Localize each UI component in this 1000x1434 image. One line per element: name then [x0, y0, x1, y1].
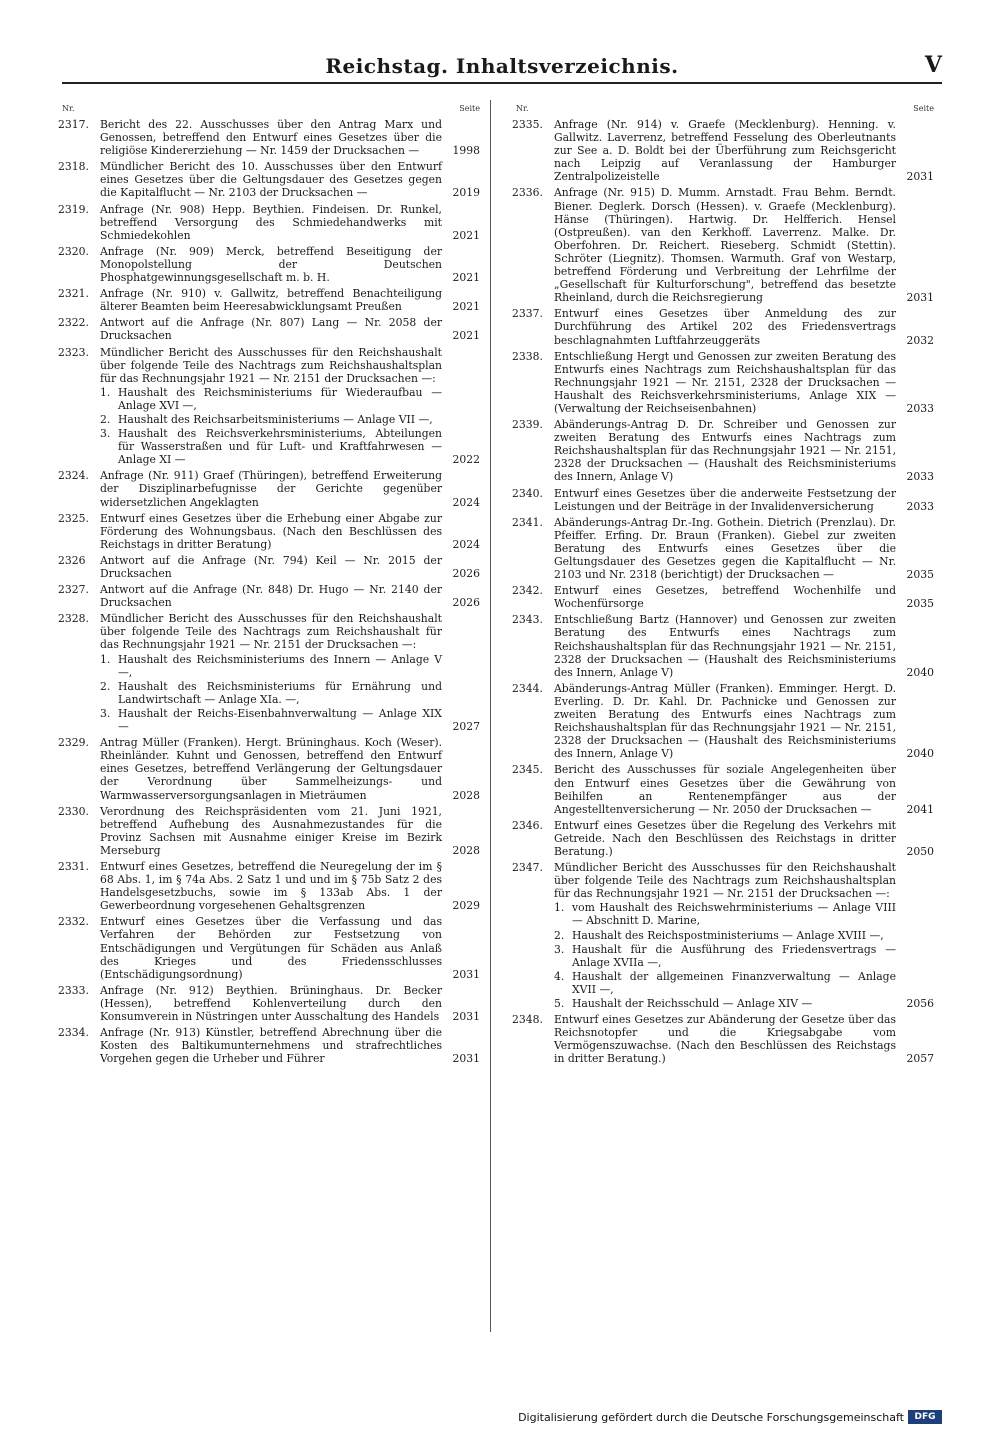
- toc-entry: [58, 554, 480, 580]
- toc-subentry: [58, 680, 480, 706]
- entry-page: 2033: [906, 499, 934, 513]
- entry-text: Mündlicher Bericht des Ausschusses für den Reichshaushalt über folgende Teile des Nachtrags zum Reichshaushaltsplan für das Rechnungsjahr 1921 — Nr. 2151 der Drucksachen —:: [554, 861, 896, 901]
- left-column: [58, 104, 480, 1068]
- toc-subentry: [512, 997, 934, 1010]
- toc-entry: [58, 583, 480, 609]
- entry-number: 2317.: [58, 118, 89, 131]
- entry-page: 2021: [452, 228, 480, 242]
- entry-text: Antrag Müller (Franken). Hergt. Brüninghaus. Koch (Weser). Rheinländer. Kuhnt und Genossen, betreffend den Entwurf eines Gesetzes, betreffend Verlängerung der Geltungsdauer der Verordnung über Sammelheizungs- und Warmwasserversorgungsanlagen in Mieträumen: [100, 736, 442, 802]
- toc-subentry: [512, 901, 934, 927]
- column-header: [58, 104, 480, 118]
- subentry-number: 4.: [554, 969, 565, 983]
- entry-text: Entwurf eines Gesetzes, betreffend die Neuregelung der im § 68 Abs. 1, im § 74a Abs. 2 Satz 1 und und im § 75b Satz 2 des Handelsgesetzbuchs, sowie im § 133ab Abs. 1 der Gewerbeordnung vorgesehenen Gehaltsgrenzen: [100, 859, 442, 913]
- entry-page: 2021: [452, 300, 480, 314]
- toc-entry: [512, 186, 934, 304]
- entry-page: 2033: [906, 470, 934, 484]
- toc-subentry: [58, 707, 480, 733]
- toc-entry: [512, 418, 934, 483]
- entry-number: 2336.: [512, 186, 543, 200]
- subentry-number: 5.: [554, 997, 565, 1010]
- subentry-text: Haushalt des Reichsministeriums des Innern — Anlage V —,: [118, 652, 442, 679]
- entry-page: 2032: [906, 333, 934, 347]
- subentry-text: Haushalt der Reichs-Eisenbahnverwaltung — Anlage XIX —: [118, 706, 442, 734]
- entry-number: 2325.: [58, 511, 89, 525]
- toc-subentry: [58, 427, 480, 466]
- subentry-number: 3.: [100, 427, 111, 441]
- entry-text: Abänderungs-Antrag D. Dr. Schreiber und Genossen zur zweiten Beratung des Entwurfs eines Nachtrags zum Reichshaushaltsplan für das Rechnungsjahr 1921 — Nr. 2151, 2328 der Drucksachen — (Haushalt des Reichsministeriums des Innern, Anlage V): [554, 418, 896, 484]
- toc-entry: [58, 736, 480, 801]
- toc-entry: [58, 469, 480, 508]
- subentry-number: 3.: [554, 942, 565, 956]
- entry-number: 2333.: [58, 983, 89, 997]
- subentry-page: 2027: [452, 720, 480, 734]
- entry-page: 2031: [452, 1010, 480, 1023]
- entry-number: 2335.: [512, 118, 543, 131]
- toc-subentry: [58, 386, 480, 412]
- entry-text: Antwort auf die Anfrage (Nr. 807) Lang — Nr. 2058 der Drucksachen: [100, 316, 442, 343]
- entry-number: 2337.: [512, 307, 543, 321]
- entry-number: 2348.: [512, 1013, 543, 1027]
- entry-number: 2340.: [512, 486, 543, 500]
- toc-entry: [512, 516, 934, 581]
- subentry-number: 2.: [554, 928, 565, 942]
- column-header: [512, 104, 934, 118]
- dfg-logo-icon: DFG: [908, 1410, 942, 1424]
- toc-entry: [58, 860, 480, 912]
- subentry-text: Haushalt des Reichsverkehrsministeriums, Abteilungen für Wasserstraßen und für Luft- und Kraftfahrwesen — Anlage XI —: [118, 427, 442, 467]
- subentry-number: 2.: [100, 412, 111, 426]
- entry-text: Entwurf eines Gesetzes zur Abänderung der Gesetze über das Reichsnotopfer und die Kriegsabgabe vom Vermögenszuwachse. (Nach den Beschlüssen des Reichstags in dritter Beratung.): [554, 1013, 896, 1066]
- toc-entry: [58, 984, 480, 1023]
- subentry-text: Haushalt des Reichsministeriums für Ernährung und Landwirtschaft — Anlage XIa. —,: [118, 679, 442, 706]
- entry-number: 2343.: [512, 613, 543, 627]
- toc-entry: [512, 307, 934, 346]
- toc-entry: [58, 118, 480, 157]
- entry-number: 2344.: [512, 681, 543, 695]
- entry-page: 2021: [452, 329, 480, 343]
- nr-label: Nr.: [62, 104, 75, 113]
- entry-text: Anfrage (Nr. 908) Hepp. Beythien. Findeisen. Dr. Runkel, betreffend Versorgung des Schmiedehandwerks mit Schmiedekohlen: [100, 202, 442, 242]
- toc-entry: [512, 861, 934, 900]
- entry-text: Anfrage (Nr. 913) Künstler, betreffend Abrechnung über die Kosten des Baltikumunternehmens und strafrechtliches Vorgehen gegen die Urheber und Führer: [100, 1026, 442, 1066]
- subentry-text: Haushalt des Reichspostministeriums — Anlage XVIII —,: [572, 928, 884, 942]
- entry-text: Anfrage (Nr. 909) Merck, betreffend Beseitigung der Monopolstellung der Deutschen Phosphatgewinnungsgesellschaft m. b. H.: [100, 244, 442, 285]
- left-entries: [58, 118, 480, 1065]
- toc-entry: [58, 346, 480, 385]
- subentry-number: 3.: [100, 706, 111, 720]
- entry-text: Anfrage (Nr. 914) v. Graefe (Mecklenburg). Henning. v. Gallwitz. Laverrenz, betreffend Fesselung des Oberleutnants zur See a. D. Boldt bei der Überführung zum Reichsgericht nach Leipzig auf Veranlassung der Hamburger Zentralpolizeistelle: [554, 118, 896, 184]
- entry-page: 2031: [452, 1052, 480, 1066]
- entry-text: Mündlicher Bericht des 10. Ausschusses über den Entwurf eines Gesetzes über die Geltungsdauer des Gesetzes gegen die Kapitalflucht — Nr. 2103 der Drucksachen —: [100, 160, 442, 200]
- toc-entry: [512, 682, 934, 761]
- subentry-text: Haushalt der allgemeinen Finanzverwaltung — Anlage XVII —,: [572, 969, 896, 996]
- entry-number: 2321.: [58, 287, 89, 301]
- entry-page: 2031: [452, 967, 480, 981]
- entry-page: 2021: [452, 271, 480, 285]
- toc-entry: [58, 160, 480, 199]
- entry-number: 2331.: [58, 859, 89, 873]
- entry-text: Entwurf eines Gesetzes über die Erhebung einer Abgabe zur Förderung des Wohnungsbaus. (Nach den Beschlüssen des Reichstags in dritter Beratung): [100, 511, 442, 551]
- entry-page: 2028: [452, 843, 480, 857]
- entry-page: 2028: [452, 788, 480, 802]
- page-label: Seite: [913, 104, 934, 113]
- entry-number: 2332.: [58, 915, 89, 929]
- entry-text: Entwurf eines Gesetzes über die anderweite Festsetzung der Leistungen und der Beiträge in der Invalidenversicherung: [554, 486, 896, 513]
- toc-subentry: [58, 653, 480, 679]
- right-column: [512, 104, 934, 1068]
- entry-text: Entwurf eines Gesetzes über die Regelung des Verkehrs mit Getreide. Nach den Beschlüssen des Reichstags in dritter Beratung.): [554, 818, 896, 858]
- entry-page: 2031: [906, 291, 934, 305]
- entry-number: 2347.: [512, 861, 543, 875]
- entry-text: Bericht des 22. Ausschusses über den Antrag Marx und Genossen, betreffend den Entwurf eines Gesetzes über die religiöse Kindererziehung — Nr. 1459 der Drucksachen —: [100, 118, 442, 158]
- subentry-text: Haushalt der Reichsschuld — Anlage XIV —: [572, 997, 813, 1010]
- subentry-number: 2.: [100, 679, 111, 693]
- page-header: [62, 52, 942, 84]
- page-title: Reichstag. Inhaltsverzeichnis.: [325, 54, 679, 78]
- toc-entry: [58, 512, 480, 551]
- entry-page: 2035: [906, 597, 934, 611]
- toc-entry: [58, 245, 480, 284]
- entry-number: 2329.: [58, 736, 89, 750]
- toc-entry: [512, 819, 934, 858]
- entry-text: Antwort auf die Anfrage (Nr. 848) Dr. Hugo — Nr. 2140 der Drucksachen: [100, 583, 442, 610]
- entry-page: 2024: [452, 495, 480, 509]
- entry-text: Anfrage (Nr. 912) Beythien. Brüninghaus. Dr. Becker (Hessen), betreffend Kohlenverteilung durch den Konsumverein in Nüstringen unter Ausschaltung des Handels: [100, 983, 442, 1023]
- entry-page: 2057: [906, 1052, 934, 1066]
- entry-number: 2338.: [512, 349, 543, 363]
- toc-subentry: [512, 929, 934, 942]
- entry-page: 2026: [452, 596, 480, 610]
- entry-text: Entschließung Bartz (Hannover) und Genossen zur zweiten Beratung des Entwurfs eines Nachtrags zum Reichshaushaltsplan für das Rechnungsjahr 1921 — Nr. 2151, 2328 der Drucksachen — (Haushalt des Reichsministeriums des Innern, Anlage V): [554, 613, 896, 679]
- subentry-text: Haushalt des Reichsarbeitsministeriums — Anlage VII —,: [118, 412, 433, 426]
- subentry-text: Haushalt für die Ausführung des Friedensvertrags — Anlage XVIIa —,: [572, 942, 896, 969]
- entry-page: 2033: [906, 401, 934, 415]
- page-number: V: [924, 52, 942, 78]
- toc-entry: [58, 612, 480, 651]
- entry-number: 2345.: [512, 763, 543, 777]
- toc-entry: [512, 487, 934, 513]
- entry-page: 1998: [452, 144, 480, 158]
- column-divider: [490, 100, 491, 1332]
- entry-text: Bericht des Ausschusses für soziale Angelegenheiten über den Entwurf eines Gesetzes über die Gewährung von Beihilfen an Rentenempfänger aus der Angestelltenversicherung — Nr. 2050 der Drucksachen —: [554, 763, 896, 816]
- toc-entry: [512, 763, 934, 815]
- entry-text: Entschließung Hergt und Genossen zur zweiten Beratung des Entwurfs eines Nachtrags zum Reichshaushaltsplan für das Rechnungsjahr 1921 — Nr. 2151, 2328 der Drucksachen — Haushalt des Reichsverkehrsministeriums, Anlage XIX — (Verwaltung der Reichseisenbahnen): [554, 349, 896, 415]
- toc-subentry: [512, 943, 934, 969]
- subentry-number: 1.: [100, 385, 111, 399]
- subentry-text: Haushalt des Reichsministeriums für Wiederaufbau — Anlage XVI —,: [118, 385, 442, 412]
- entry-page: 2040: [906, 747, 934, 761]
- entry-page: 2041: [906, 802, 934, 816]
- entry-number: 2328.: [58, 612, 89, 626]
- subentry-page: 2022: [452, 453, 480, 467]
- footer-text: Digitalisierung gefördert durch die Deutsche Forschungsgemeinschaft: [518, 1410, 904, 1424]
- entry-number: 2330.: [58, 804, 89, 818]
- toc-entry: [512, 1013, 934, 1065]
- entry-text: Anfrage (Nr. 911) Graef (Thüringen), betreffend Erweiterung der Disziplinarbefugnisse der Gerichte gegenüber widersetzlichen Angeklagten: [100, 469, 442, 509]
- entry-number: 2339.: [512, 418, 543, 432]
- entry-page: 2024: [452, 537, 480, 551]
- entry-number: 2319.: [58, 202, 89, 216]
- toc-subentry: [512, 970, 934, 996]
- entry-number: 2342.: [512, 584, 543, 598]
- entry-number: 2322.: [58, 316, 89, 330]
- entry-page: 2026: [452, 567, 480, 580]
- toc-entry: [512, 584, 934, 610]
- entry-text: Verordnung des Reichspräsidenten vom 21. Juni 1921, betreffend Aufhebung des Ausnahmezustandes für die Provinz Sachsen mit Ausnahme einiger Kreise im Bezirk Merseburg: [100, 804, 442, 857]
- entry-page: 2029: [452, 899, 480, 913]
- entry-text: Abänderungs-Antrag Dr.-Ing. Gothein. Dietrich (Prenzlau). Dr. Pfeiffer. Erfing. Dr. Braun (Franken). Giebel zur zweiten Beratung des Entwurfs eines Gesetzes über die Geltungsdauer des Gesetzes gegen die Kapitalflucht — Nr. 2103 und Nr. 2318 (berichtigt) der Drucksachen —: [554, 515, 896, 582]
- entry-text: Entwurf eines Gesetzes, betreffend Wochenhilfe und Wochenfürsorge: [554, 584, 896, 611]
- entry-text: Mündlicher Bericht des Ausschusses für den Reichshaushalt über folgende Teile des Nachtrags zum Reichshaushalt für das Rechnungsjahr 1921 — Nr. 2151 der Drucksachen —:: [100, 612, 442, 652]
- subentry-text: vom Haushalt des Reichswehrministeriums — Anlage VIII — Abschnitt D. Marine,: [572, 901, 896, 928]
- subentry-number: 1.: [554, 901, 565, 915]
- entry-number: 2318.: [58, 160, 89, 174]
- footer: [518, 1408, 942, 1426]
- entry-text: Mündlicher Bericht des Ausschusses für den Reichshaushalt über folgende Teile des Nachtrags zum Reichshaushaltsplan für das Rechnungsjahr 1921 — Nr. 2151 der Drucksachen —:: [100, 345, 442, 385]
- entry-number: 2320.: [58, 244, 89, 258]
- entry-number: 2327.: [58, 583, 89, 597]
- entry-text: Anfrage (Nr. 915) D. Mumm. Arnstadt. Frau Behm. Berndt. Biener. Deglerk. Dorsch (Hessen). v. Graefe (Mecklenburg). Hänse (Thüringen). Hartwig. Dr. Helfferich. Hensel (Ostpreußen). van den Kerkhoff. Laverrenz. Malke. Dr. Oberfohren. Dr. Reichert. Rieseberg. Schmidt (Stettin). Schröter (Liegnitz). Thomsen. Warmuth. Graf von Westarp, betreffend Förderung und Verbreitung der Lehrfilme der „Gesellschaft für Kulturforschung", betreffend das besetzte Rheinland, durch die Reichsregierung: [554, 186, 896, 305]
- entry-number: 2323.: [58, 345, 89, 359]
- toc-entry: [512, 613, 934, 678]
- toc-entry: [58, 1026, 480, 1065]
- nr-label: Nr.: [516, 104, 529, 113]
- entry-text: Entwurf eines Gesetzes über die Verfassung und das Verfahren der Behörden zur Festsetzung von Entschädigungen und Vergütungen für Schäden aus Anlaß des Krieges und des Friedensschlusses (Entschädigungsordnung): [100, 915, 442, 981]
- entry-page: 2040: [906, 665, 934, 679]
- entry-text: Anfrage (Nr. 910) v. Gallwitz, betreffend Benachteiligung älterer Beamten beim Heeresabwicklungsamt Preußen: [100, 287, 442, 314]
- right-entries: [512, 118, 934, 1065]
- toc-entry: [58, 203, 480, 242]
- toc-subentry: [58, 413, 480, 426]
- entry-text: Abänderungs-Antrag Müller (Franken). Emminger. Hergt. D. Everling. D. Dr. Kahl. Dr. Pachnicke und Genossen zur zweiten Beratung des Entwurfs eines Nachtrags zum Reichshaushaltsplan für das Rechnungsjahr 1921 — Nr. 2151, 2328 der Drucksachen — (Haushalt des Reichsministeriums des Innern, Anlage V): [554, 681, 896, 761]
- subentry-number: 1.: [100, 652, 111, 666]
- toc-entry: [512, 350, 934, 415]
- toc-entry: [58, 287, 480, 313]
- entry-page: 2050: [906, 844, 934, 858]
- subentry-page: 2056: [906, 997, 934, 1010]
- toc-entry: [512, 118, 934, 183]
- toc-entry: [58, 915, 480, 980]
- entry-number: 2326: [58, 553, 86, 567]
- entry-number: 2346.: [512, 818, 543, 832]
- page-label: Seite: [459, 104, 480, 113]
- entry-page: 2031: [906, 170, 934, 184]
- entry-page: 2019: [452, 186, 480, 200]
- entry-text: Antwort auf die Anfrage (Nr. 794) Keil — Nr. 2015 der Drucksachen: [100, 553, 442, 580]
- entry-page: 2035: [906, 568, 934, 582]
- entry-text: Entwurf eines Gesetzes über Anmeldung des zur Durchführung des Artikel 202 des Friedensvertrags beschlagnahmten Luftfahrzeuggeräts: [554, 307, 896, 347]
- entry-number: 2324.: [58, 469, 89, 483]
- entry-number: 2334.: [58, 1026, 89, 1040]
- entry-number: 2341.: [512, 515, 543, 529]
- toc-entry: [58, 316, 480, 342]
- toc-entry: [58, 805, 480, 857]
